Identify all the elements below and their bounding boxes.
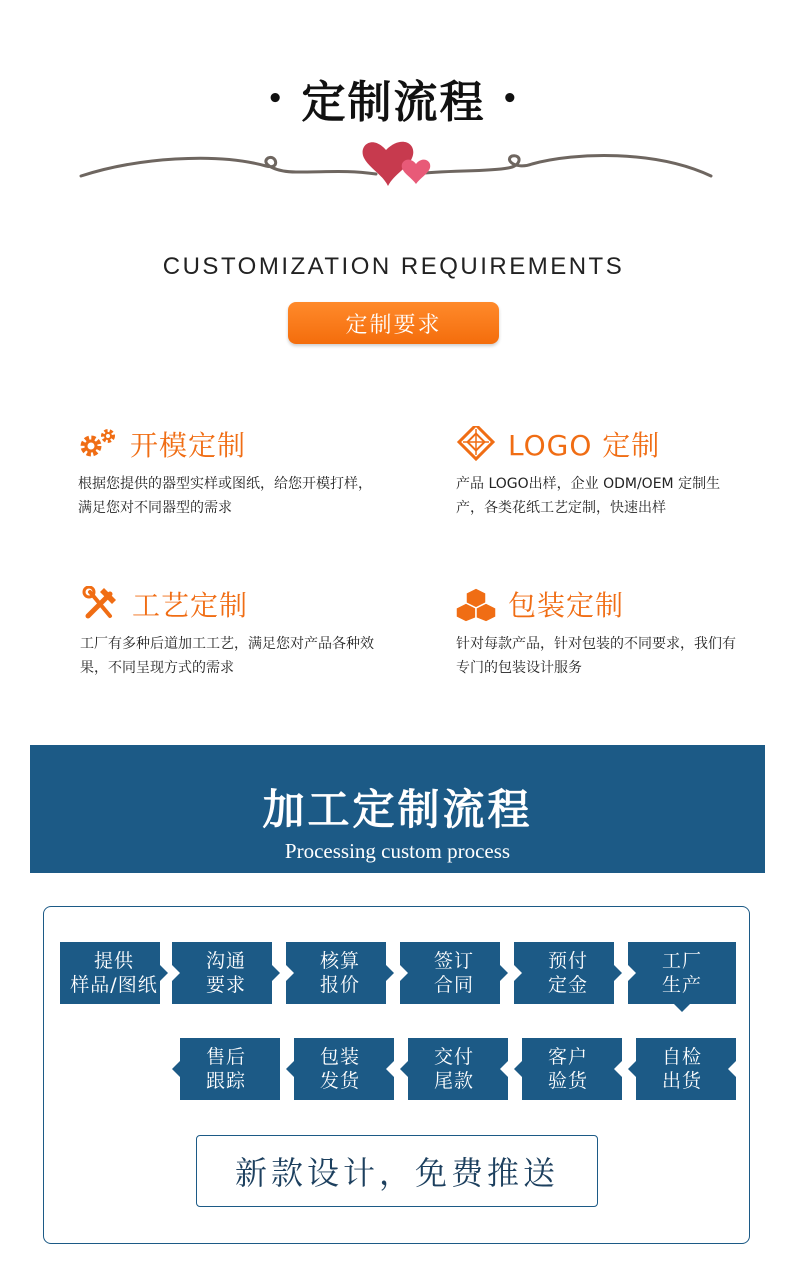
feature-title: LOGO 定制 [508,429,661,462]
feature-packaging [456,584,736,680]
feature-craft [80,584,380,680]
process-step [628,1038,736,1100]
step-label: 售后 跟踪 [205,1046,246,1092]
tools-icon [80,586,120,622]
step-label: 客户 验货 [547,1046,588,1092]
step-label: 自检 出货 [661,1046,702,1092]
step-label: 交付 尾款 [433,1046,474,1092]
process-step [628,942,736,1004]
requirements-pill: 定制要求 [288,302,499,344]
page-title [0,66,787,130]
feature-title: 工艺定制 [132,589,249,622]
feature-desc: 根据您提供的器型实样或图纸，给您开模打样，满足您对不同器型的需求 [78,476,372,516]
free-design-banner: 新款设计，免费推送 [196,1135,598,1207]
step-label: 包装 发货 [319,1046,360,1092]
diamond-logo-icon [456,426,496,462]
feature-title: 包装定制 [508,589,625,622]
process-banner [30,745,765,873]
step-label: 预付 定金 [547,950,588,996]
feature-logo [456,424,736,520]
boxes-icon [456,586,496,622]
process-step [172,942,280,1004]
process-step [286,942,394,1004]
process-step [514,1038,622,1100]
feature-desc: 工厂有多种后道加工工艺，满足您对产品各种效果，不同呈现方式的需求 [80,636,374,676]
step-label: 沟通 要求 [205,950,246,996]
process-step [286,1038,394,1100]
title-dot-right: • [501,84,521,114]
step-label: 签订 合同 [433,950,474,996]
process-step [172,1038,280,1100]
title-text: 定制流程 [301,77,486,128]
process-step [400,942,508,1004]
process-step [514,942,622,1004]
hearts-divider-icon [76,130,716,200]
feature-title: 开模定制 [130,429,247,462]
gears-icon [78,426,118,462]
title-dot-left: • [266,84,286,114]
feature-desc: 针对每款产品，针对包装的不同要求，我们有专门的包装设计服务 [456,636,736,676]
process-step [400,1038,508,1100]
step-label: 工厂 生产 [661,950,702,996]
step-label: 核算 报价 [319,950,360,996]
feature-mold [78,424,378,520]
banner-subtitle: Processing custom process [284,839,511,863]
step-label: 提供 样品/图纸 [70,950,158,996]
process-step [60,942,168,1004]
feature-desc: 产品 LOGO出样，企业 ODM/OEM 定制生产，各类花纸工艺定制，快速出样 [456,476,721,516]
banner-title: 加工定制流程 [262,785,533,834]
customization-subtitle: CUSTOMIZATION REQUIREMENTS [162,253,625,280]
